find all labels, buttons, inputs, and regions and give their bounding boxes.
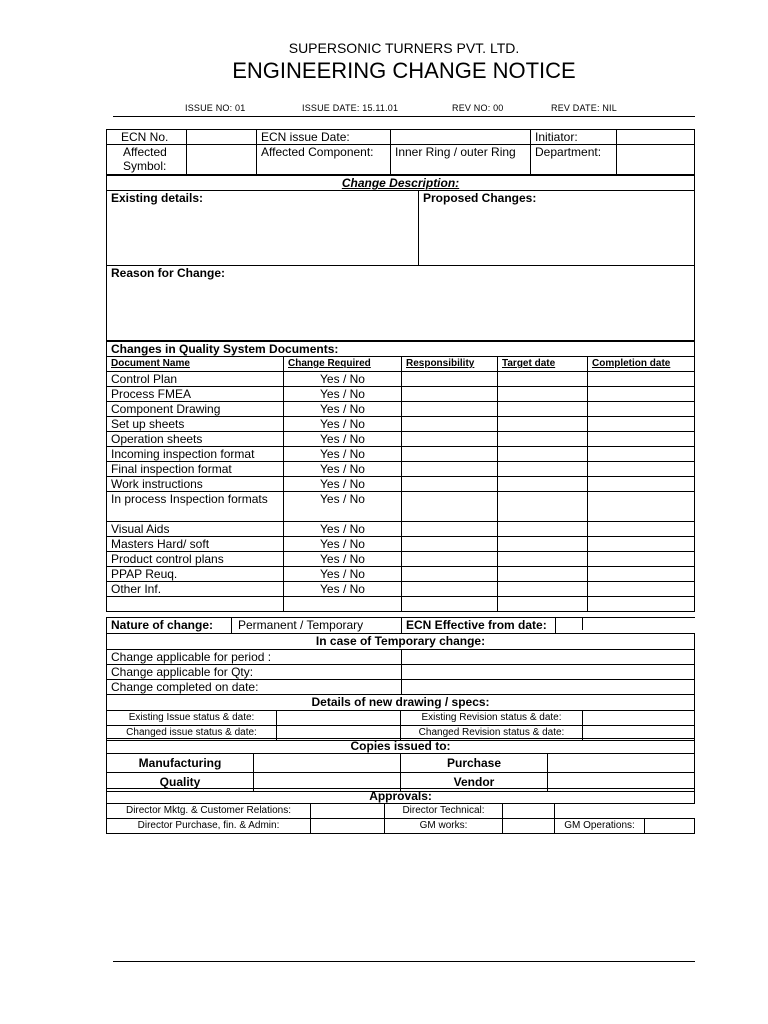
target-date-field[interactable]	[498, 462, 588, 477]
change-required-option[interactable]: Yes / No	[284, 372, 402, 387]
director-mktg-signature[interactable]	[311, 804, 385, 819]
footer-rule	[113, 961, 695, 962]
revision-date: REV DATE: NIL	[551, 103, 617, 113]
nature-of-change-label: Nature of change:	[107, 618, 232, 634]
drawing-details-heading: Details of new drawing / specs:	[107, 695, 695, 711]
header-rule	[113, 116, 695, 117]
temporary-change-heading: In case of Temporary change:	[107, 634, 695, 650]
target-date-field[interactable]	[498, 552, 588, 567]
revision-number: REV NO: 00	[452, 103, 504, 113]
column-header-target-date: Target date	[498, 357, 588, 372]
responsibility-field[interactable]	[402, 537, 498, 552]
completion-date-field[interactable]	[588, 567, 695, 582]
responsibility-field[interactable]	[402, 372, 498, 387]
responsibility-field[interactable]	[402, 582, 498, 597]
target-date-field[interactable]	[498, 567, 588, 582]
completion-date-field[interactable]	[588, 462, 695, 477]
document-name: Process FMEA	[107, 387, 284, 402]
copies-issued-table	[106, 738, 695, 792]
responsibility-field[interactable]	[402, 552, 498, 567]
initiator-field[interactable]	[617, 130, 695, 145]
change-required-option[interactable]: Yes / No	[284, 477, 402, 492]
document-row	[107, 417, 695, 432]
change-required-option[interactable]: Yes / No	[284, 552, 402, 567]
copies-issued-heading: Copies issued to:	[107, 739, 695, 754]
change-required-option[interactable]: Yes / No	[284, 492, 402, 522]
responsibility-field[interactable]	[402, 462, 498, 477]
existing-issue-label: Existing Issue status & date:	[107, 711, 277, 726]
change-required-option[interactable]: Yes / No	[284, 537, 402, 552]
change-required-option[interactable]: Yes / No	[284, 387, 402, 402]
affected-component-value: Inner Ring / outer Ring	[391, 145, 531, 175]
gm-operations-signature[interactable]	[645, 819, 695, 834]
completion-date-field[interactable]	[588, 447, 695, 462]
temporary-period-label: Change applicable for period :	[107, 650, 402, 665]
column-header-document-name: Document Name	[107, 357, 284, 372]
change-required-field[interactable]	[284, 597, 402, 612]
document-name: Control Plan	[107, 372, 284, 387]
target-date-field[interactable]	[498, 492, 588, 522]
approvals-blank	[555, 804, 695, 819]
document-row	[107, 387, 695, 402]
document-name: PPAP Reuq.	[107, 567, 284, 582]
document-name: In process Inspection formats	[107, 492, 284, 522]
document-name: Masters Hard/ soft	[107, 537, 284, 552]
change-description-table	[106, 175, 695, 341]
copy-quality-label: Quality	[107, 773, 254, 792]
drawing-details-table	[106, 694, 695, 741]
document-row	[107, 537, 695, 552]
proposed-changes-cell[interactable]: Proposed Changes:	[419, 191, 695, 266]
affected-symbol-field[interactable]	[187, 145, 257, 175]
change-required-option[interactable]: Yes / No	[284, 582, 402, 597]
director-mktg-label: Director Mktg. & Customer Relations:	[107, 804, 311, 819]
document-name: Incoming inspection format	[107, 447, 284, 462]
target-date-field[interactable]	[498, 537, 588, 552]
target-date-field[interactable]	[498, 582, 588, 597]
initiator-label: Initiator:	[531, 130, 617, 145]
change-required-option[interactable]: Yes / No	[284, 417, 402, 432]
existing-revision-field[interactable]	[583, 711, 695, 726]
reason-for-change-cell[interactable]: Reason for Change:	[107, 266, 695, 341]
completion-date-field[interactable]	[588, 387, 695, 402]
document-row	[107, 402, 695, 417]
completion-date-field[interactable]	[588, 597, 695, 612]
completion-date-field[interactable]	[588, 432, 695, 447]
changed-issue-label: Changed issue status & date:	[107, 726, 277, 741]
gm-works-label: GM works:	[385, 819, 503, 834]
target-date-field[interactable]	[498, 597, 588, 612]
ecn-issue-date-label: ECN issue Date:	[257, 130, 391, 145]
document-name: Final inspection format	[107, 462, 284, 477]
responsibility-field[interactable]	[402, 447, 498, 462]
document-row	[107, 582, 695, 597]
affected-component-label: Affected Component:	[257, 145, 391, 175]
change-required-option[interactable]: Yes / No	[284, 462, 402, 477]
change-description-heading: Change Description:	[107, 176, 695, 191]
document-row-blank	[107, 597, 695, 612]
document-row	[107, 432, 695, 447]
department-field[interactable]	[617, 145, 695, 175]
completion-date-field[interactable]	[588, 417, 695, 432]
gm-works-signature[interactable]	[503, 819, 555, 834]
target-date-field[interactable]	[498, 372, 588, 387]
ecn-issue-date-field[interactable]	[391, 130, 531, 145]
document-row	[107, 567, 695, 582]
column-header-completion-date: Completion date	[588, 357, 695, 372]
responsibility-field[interactable]	[402, 477, 498, 492]
document-row	[107, 522, 695, 537]
ecn-effective-field[interactable]	[556, 618, 695, 634]
temporary-completed-label: Change completed on date:	[107, 680, 402, 695]
director-purchase-signature[interactable]	[311, 819, 385, 834]
responsibility-field[interactable]	[402, 522, 498, 537]
document-title: ENGINEERING CHANGE NOTICE	[232, 58, 576, 83]
ecn-no-field[interactable]	[187, 130, 257, 145]
document-name: Product control plans	[107, 552, 284, 567]
target-date-field[interactable]	[498, 447, 588, 462]
existing-issue-field[interactable]	[277, 711, 401, 726]
document-name: Set up sheets	[107, 417, 284, 432]
issue-number: ISSUE NO: 01	[185, 103, 246, 113]
changed-revision-label: Changed Revision status & date:	[401, 726, 583, 741]
document-row	[107, 492, 695, 522]
column-header-change-required: Change Required	[284, 357, 402, 372]
gm-operations-label: GM Operations:	[555, 819, 645, 834]
ecn-no-label: ECN No.	[107, 130, 187, 145]
completion-date-field[interactable]	[588, 552, 695, 567]
nature-of-change-table	[106, 617, 695, 695]
completion-date-field[interactable]	[588, 477, 695, 492]
department-label: Department:	[531, 145, 617, 175]
director-technical-signature[interactable]	[503, 804, 555, 819]
document-row	[107, 477, 695, 492]
copy-manufacturing-label: Manufacturing	[107, 754, 254, 773]
copy-vendor-label: Vendor	[401, 773, 548, 792]
completion-date-field[interactable]	[588, 582, 695, 597]
director-purchase-label: Director Purchase, fin. & Admin:	[107, 819, 311, 834]
approvals-table	[106, 788, 695, 834]
document-row	[107, 372, 695, 387]
change-required-option[interactable]: Yes / No	[284, 447, 402, 462]
change-required-option[interactable]: Yes / No	[284, 432, 402, 447]
responsibility-field[interactable]	[402, 387, 498, 402]
column-header-responsibility: Responsibility	[402, 357, 498, 372]
change-required-option[interactable]: Yes / No	[284, 567, 402, 582]
quality-documents-table	[106, 341, 695, 612]
responsibility-field[interactable]	[402, 432, 498, 447]
document-row	[107, 447, 695, 462]
completion-date-field[interactable]	[588, 522, 695, 537]
document-row	[107, 552, 695, 567]
affected-symbol-label: Affected Symbol:	[107, 145, 187, 175]
responsibility-field[interactable]	[402, 597, 498, 612]
responsibility-field[interactable]	[402, 492, 498, 522]
temporary-qty-field[interactable]	[402, 665, 695, 680]
document-name: Other Inf.	[107, 582, 284, 597]
target-date-field[interactable]	[498, 522, 588, 537]
responsibility-field[interactable]	[402, 567, 498, 582]
target-date-field[interactable]	[498, 477, 588, 492]
temporary-qty-label: Change applicable for Qty:	[107, 665, 402, 680]
copy-purchase-label: Purchase	[401, 754, 548, 773]
completion-date-field[interactable]	[588, 372, 695, 387]
ecn-info-table	[106, 129, 695, 175]
document-name-field[interactable]	[107, 597, 284, 612]
document-name: Operation sheets	[107, 432, 284, 447]
document-row	[107, 462, 695, 477]
document-name: Component Drawing	[107, 402, 284, 417]
director-technical-label: Director Technical:	[385, 804, 503, 819]
target-date-field[interactable]	[498, 402, 588, 417]
existing-details-cell[interactable]: Existing details:	[107, 191, 419, 266]
document-name: Work instructions	[107, 477, 284, 492]
change-required-option[interactable]: Yes / No	[284, 402, 402, 417]
completion-date-field[interactable]	[588, 402, 695, 417]
target-date-field[interactable]	[498, 432, 588, 447]
change-required-option[interactable]: Yes / No	[284, 522, 402, 537]
copy-manufacturing-field[interactable]	[254, 754, 401, 773]
temporary-completed-field[interactable]	[402, 680, 695, 695]
responsibility-field[interactable]	[402, 417, 498, 432]
target-date-field[interactable]	[498, 417, 588, 432]
responsibility-field[interactable]	[402, 402, 498, 417]
temporary-period-field[interactable]	[402, 650, 695, 665]
target-date-field[interactable]	[498, 387, 588, 402]
existing-revision-label: Existing Revision status & date:	[401, 711, 583, 726]
nature-of-change-value[interactable]: Permanent / Temporary	[232, 618, 402, 634]
completion-date-field[interactable]	[588, 492, 695, 522]
document-name: Visual Aids	[107, 522, 284, 537]
company-name: SUPERSONIC TURNERS PVT. LTD.	[288, 40, 520, 56]
completion-date-field[interactable]	[588, 537, 695, 552]
quality-documents-heading: Changes in Quality System Documents:	[107, 342, 695, 357]
copy-purchase-field[interactable]	[548, 754, 695, 773]
approvals-heading: Approvals:	[107, 789, 695, 804]
issue-date: ISSUE DATE: 15.11.01	[302, 103, 399, 113]
ecn-effective-label: ECN Effective from date:	[402, 618, 556, 634]
